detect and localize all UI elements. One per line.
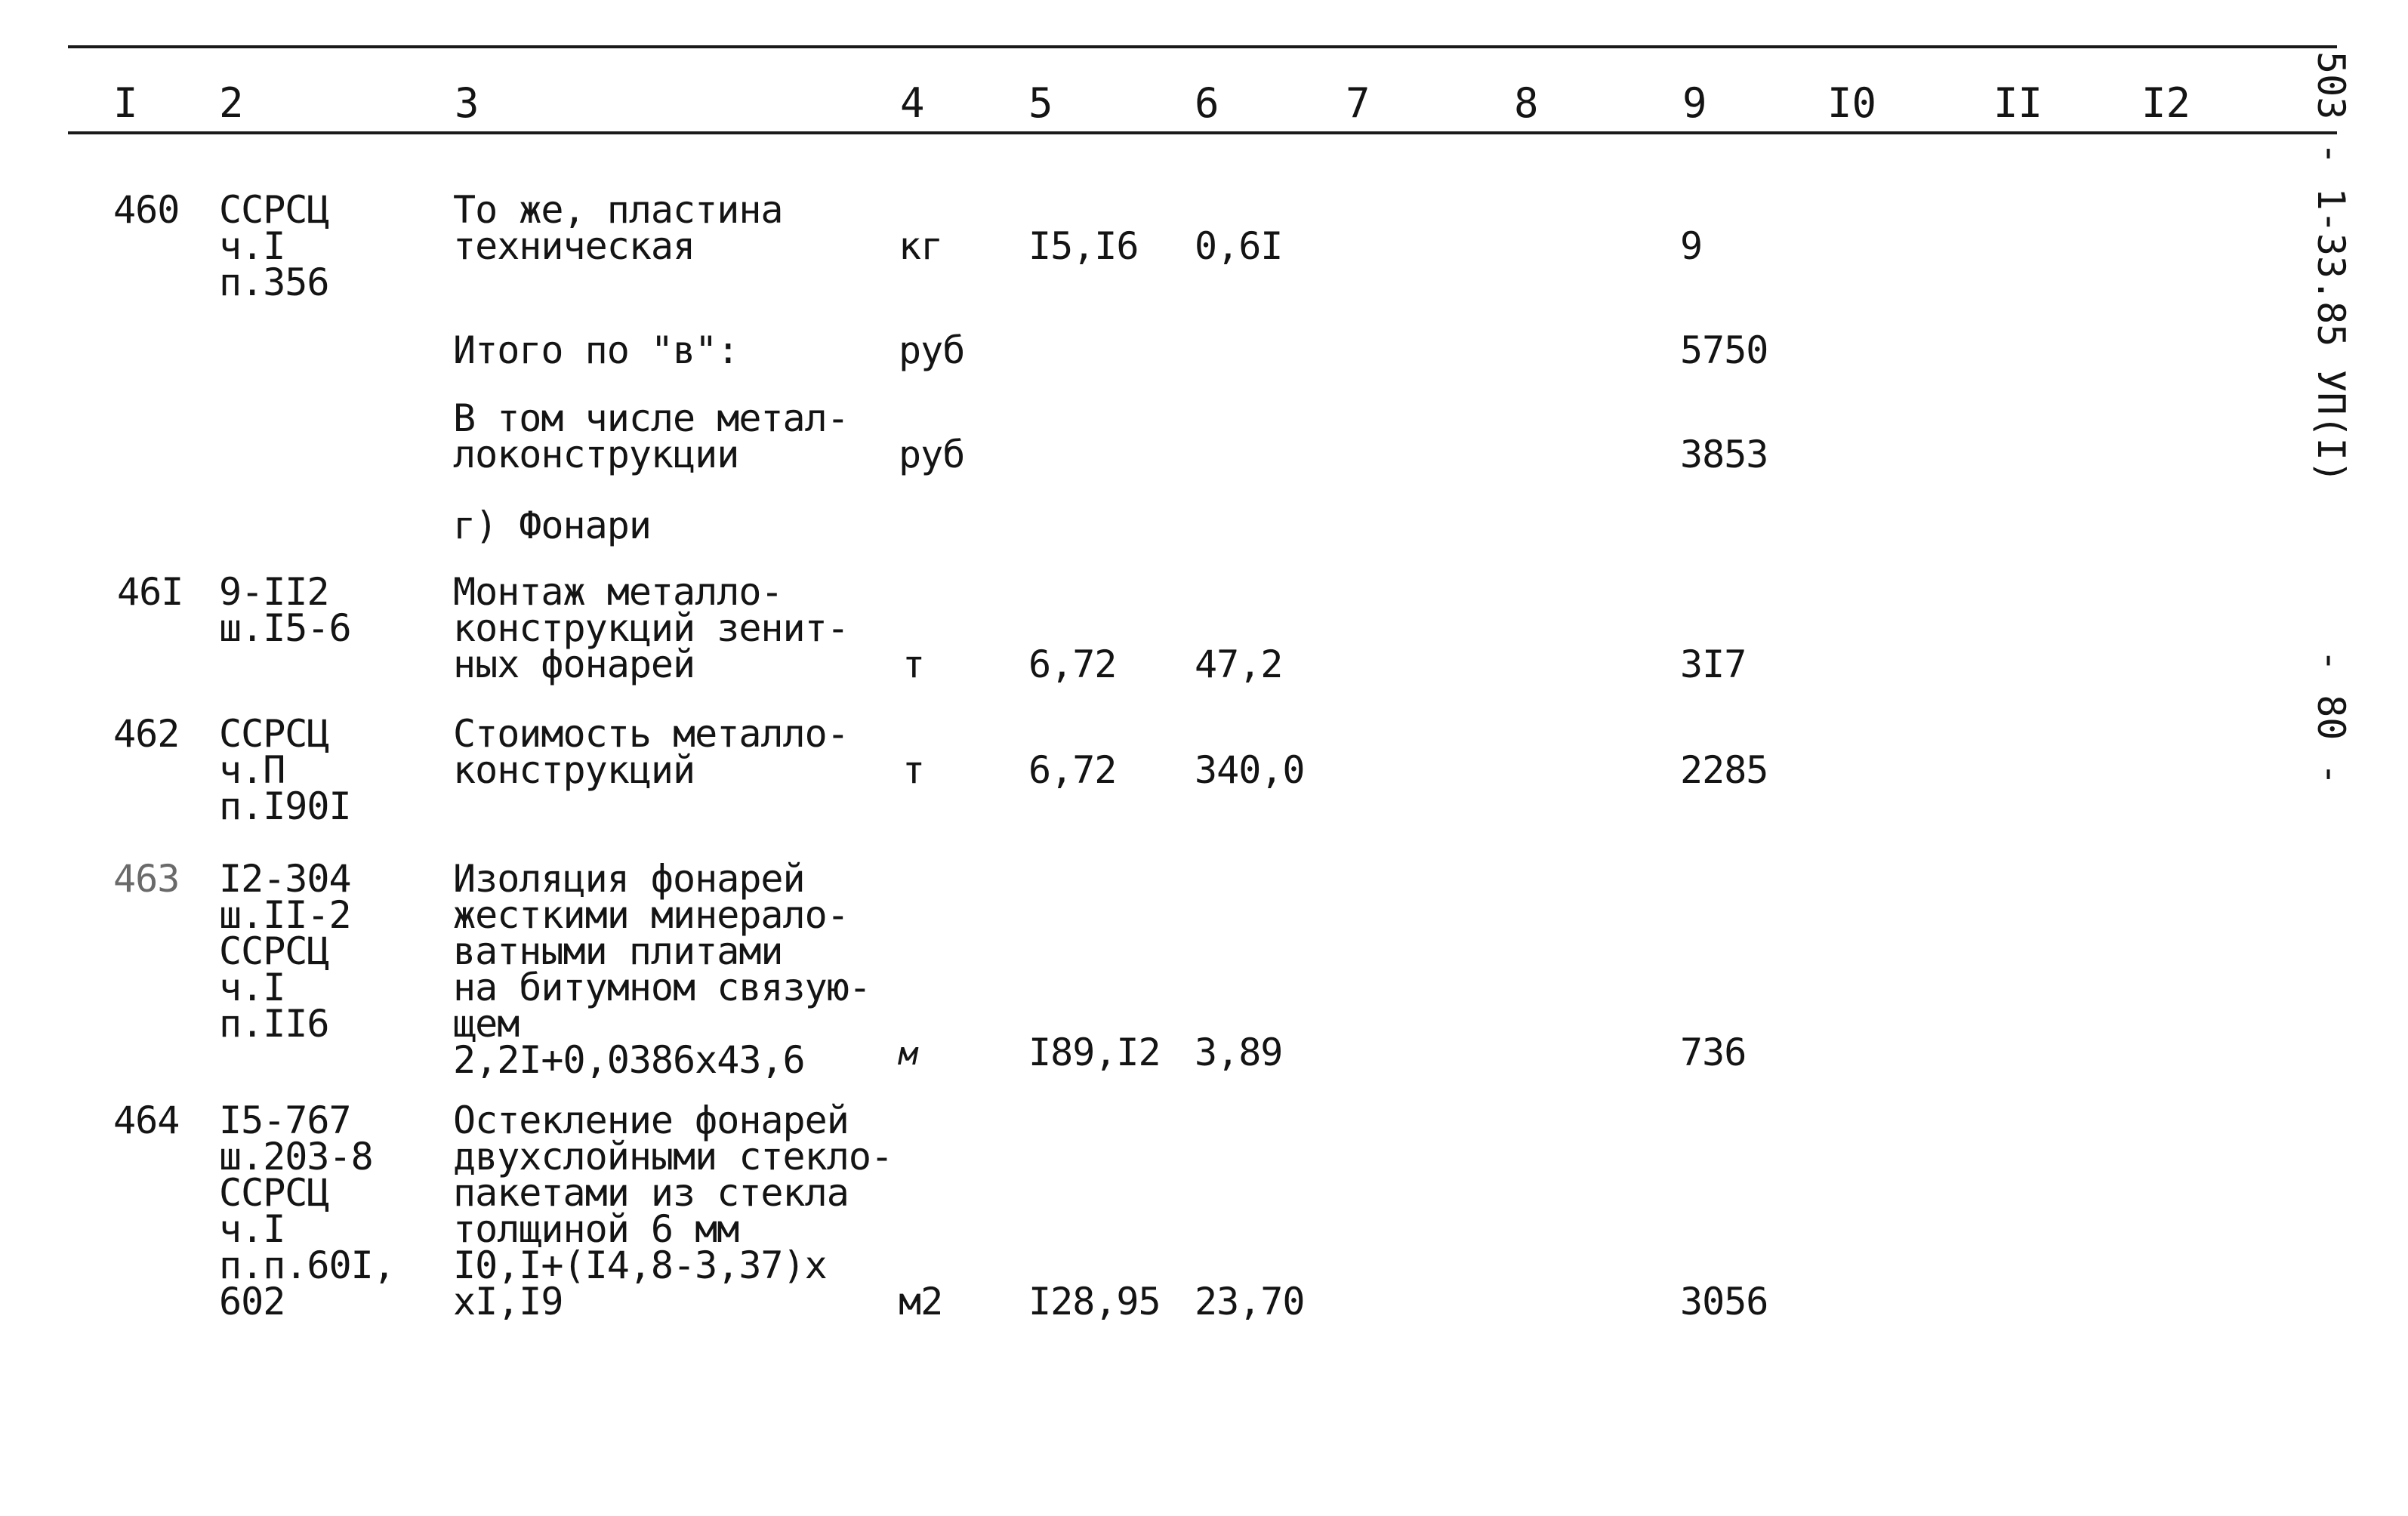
work-description: Итого по "в":	[453, 328, 739, 372]
document-designation: 503 - 1-33.85 УП(I)	[2309, 51, 2353, 483]
work-description: В том числе метал- локонструкции	[453, 396, 849, 476]
total-cost: 2285	[1680, 748, 1768, 792]
quantity: I89,I2	[1028, 1031, 1161, 1074]
quantity: I28,95	[1028, 1280, 1161, 1323]
unit-price: 23,70	[1195, 1280, 1305, 1323]
total-cost: 736	[1680, 1031, 1747, 1074]
row-number: 460	[113, 188, 180, 232]
price-reference: ССРСЦ ч.I п.356	[219, 188, 329, 304]
column-header-2: 2	[219, 79, 244, 127]
unit-price: 3,89	[1195, 1031, 1283, 1074]
unit: кг	[899, 224, 943, 268]
price-reference: I5-767 ш.203-8 ССРСЦ ч.I п.п.60I, 602	[219, 1098, 395, 1323]
column-header-4: 4	[900, 79, 925, 127]
unit: руб	[899, 328, 965, 372]
price-reference: I2-304 ш.II-2 ССРСЦ ч.I п.II6	[219, 857, 351, 1046]
page-number: - 80 -	[2309, 649, 2353, 786]
row-number: 46I	[117, 570, 183, 614]
row-number: 464	[113, 1098, 180, 1142]
quantity: 6,72	[1028, 748, 1117, 792]
total-cost: 5750	[1680, 328, 1768, 372]
total-cost: 3I7	[1680, 642, 1747, 686]
column-header-12: I2	[2141, 79, 2191, 127]
work-description: То же, пластина техническая	[453, 188, 783, 268]
row-number: 462	[113, 712, 180, 756]
price-reference: 9-II2 ш.I5-6	[219, 570, 351, 650]
price-reference: ССРСЦ ч.П п.I90I	[219, 712, 351, 828]
unit: руб	[899, 433, 965, 476]
quantity: I5,I6	[1028, 224, 1139, 268]
quantity: 6,72	[1028, 642, 1117, 686]
column-header-8: 8	[1514, 79, 1539, 127]
column-header-9: 9	[1682, 79, 1707, 127]
total-cost: 3056	[1680, 1280, 1768, 1323]
unit: м	[899, 1035, 917, 1072]
column-header-10: I0	[1827, 79, 1877, 127]
total-cost: 9	[1680, 224, 1703, 268]
header-bottom-rule	[68, 131, 2337, 134]
unit: м2	[899, 1280, 943, 1323]
work-description: Монтаж металло- конструкций зенит- ных фонарей	[453, 570, 849, 686]
row-number: 463	[113, 857, 180, 901]
work-description: Стоимость металло- конструкций	[453, 712, 849, 792]
column-header-1: I	[113, 79, 138, 127]
unit-price: 47,2	[1195, 642, 1283, 686]
unit-price: 0,6I	[1195, 224, 1283, 268]
work-description: Остекление фонарей двухслойными стекло- пакетами из стекла толщиной 6 мм I0,I+(I4,8-3,37)x xI,I9	[453, 1098, 893, 1323]
unit: т	[902, 748, 925, 792]
column-header-7: 7	[1346, 79, 1370, 127]
total-cost: 3853	[1680, 433, 1768, 476]
column-header-5: 5	[1028, 79, 1053, 127]
work-description: Изоляция фонарей жесткими минерало- ватными плитами на битумном связую- щем 2,2I+0,0386x43,6	[453, 857, 871, 1082]
section-heading: г) Фонари	[453, 504, 651, 547]
header-top-rule	[68, 45, 2337, 48]
column-header-6: 6	[1195, 79, 1219, 127]
unit-price: 340,0	[1195, 748, 1305, 792]
column-header-3: 3	[455, 79, 479, 127]
unit: т	[902, 642, 925, 686]
column-header-11: II	[1993, 79, 2043, 127]
